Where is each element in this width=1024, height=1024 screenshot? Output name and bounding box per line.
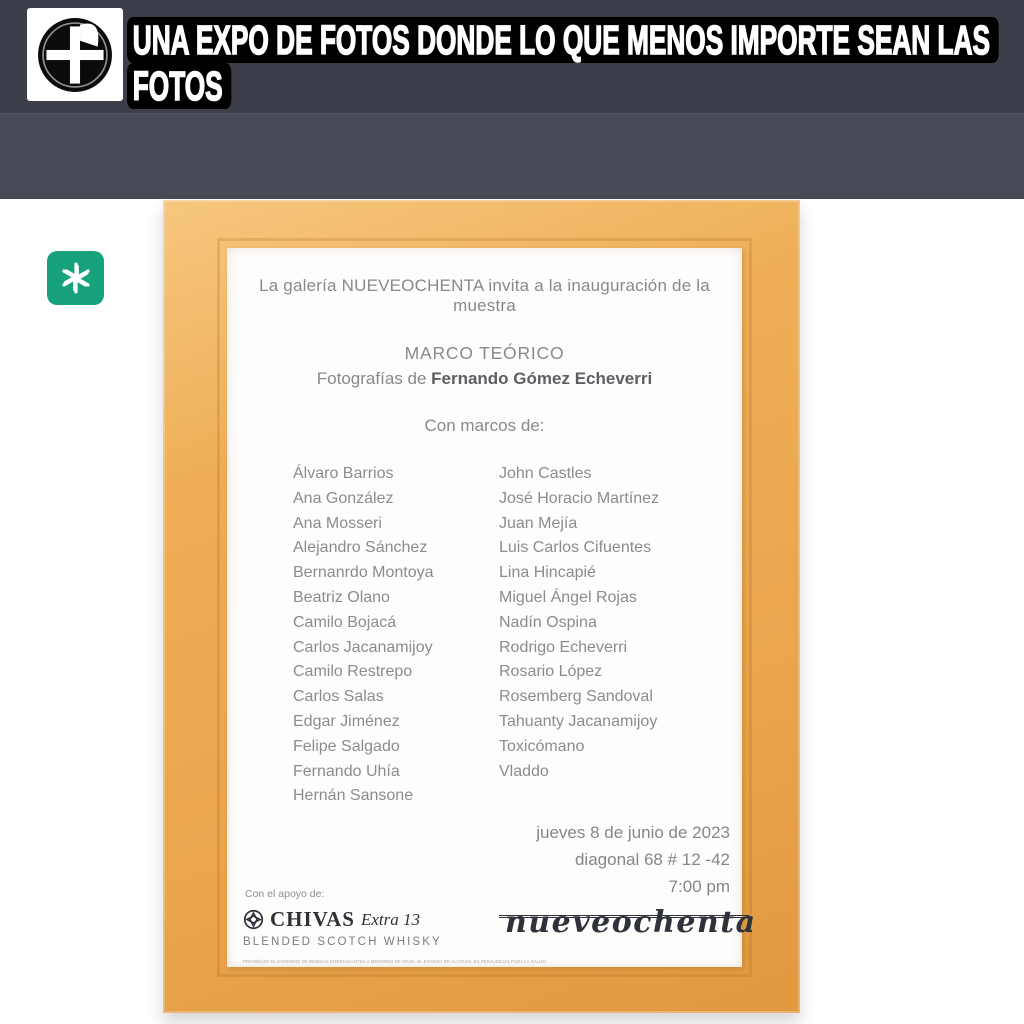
event-time: 7:00 pm (668, 877, 730, 896)
artist-column-right (499, 462, 659, 809)
support-label: Con el apoyo de: (245, 888, 325, 900)
artist-name: Toxicómano (499, 737, 585, 755)
artist-name: Álvaro Barrios (293, 465, 394, 482)
gallery-signature-text: nueveochenta (505, 905, 757, 940)
artist-name: Camilo Bojacá (293, 613, 397, 631)
artist-name: Hernán Sansone (293, 787, 414, 805)
show-subtitle (227, 369, 742, 389)
openai-knot-icon (57, 259, 95, 297)
legal-fine-print: PROHÍBASE EL EXPENDIO DE BEBIDAS EMBRIAGANTES A MENORES DE EDAD. EL EXCESO DE ALCOHOL ES PERJUDICIAL PARA LA SALUD. (243, 959, 547, 964)
photographer-name: Fernando Gómez Echeverri (431, 369, 653, 388)
artist-name: Felipe Salgado (293, 737, 400, 755)
artist-name: Beatriz Olano (293, 588, 390, 606)
artist-name: Rosemberg Sandoval (499, 688, 653, 706)
headline-text-2: FOTOS (127, 63, 232, 109)
artist-name: Camilo Restrepo (293, 663, 413, 681)
event-details (536, 819, 730, 900)
gallery-signature-logo (503, 903, 757, 947)
artist-name: Vladdo (499, 762, 549, 780)
meme-page-logo (27, 8, 123, 101)
event-date: jueves 8 de junio de 2023 (536, 823, 730, 842)
artist-name: Nadín Ospina (499, 613, 597, 631)
sponsor-row (243, 907, 442, 932)
artist-name: Edgar Jiménez (293, 712, 400, 730)
wooden-picture-frame (163, 200, 800, 1013)
artist-name: José Horacio Martínez (499, 489, 660, 507)
player-bar (0, 113, 1024, 199)
section-label: Con marcos de: (424, 416, 545, 435)
invitation-intro: La galería NUEVEOCHENTA invita a la inauguración de la muestra (259, 276, 710, 315)
subtitle-prefix: Fotografías de (316, 369, 432, 388)
artist-name: Rosario López (499, 663, 603, 681)
artist-name: Bernanrdo Montoya (293, 564, 434, 582)
artist-columns (293, 462, 659, 809)
event-address: diagonal 68 # 12 -42 (574, 850, 730, 869)
headline-line-2 (127, 63, 1024, 109)
sponsor-block (243, 907, 442, 948)
artist-name: John Castles (499, 465, 592, 482)
artist-name: Carlos Jacanamijoy (293, 638, 433, 656)
sponsor-brand: CHIVAS (270, 907, 355, 931)
sponsor-tagline: BLENDED SCOTCH WHISKY (243, 936, 442, 948)
plus-flag-icon (33, 13, 117, 97)
headline-line-1 (127, 17, 1024, 63)
sponsor-variant: Extra 13 (360, 909, 421, 929)
artist-name: Juan Mejía (499, 514, 578, 532)
invitation-paper (227, 248, 757, 967)
meme-headline (127, 17, 1024, 109)
artist-name: Fernando Uhía (293, 762, 400, 780)
artist-name: Carlos Salas (293, 688, 384, 706)
top-bar (0, 0, 1024, 113)
chivas-emblem-icon (243, 909, 264, 930)
artist-name: Rodrigo Echeverri (499, 638, 628, 656)
artist-name: Luis Carlos Cifuentes (499, 539, 652, 557)
show-title: MARCO TEÓRICO (404, 343, 565, 363)
artist-name: Miguel Ángel Rojas (499, 588, 637, 606)
headline-text-1: UNA EXPO DE FOTOS DONDE LO QUE MENOS IMPORTE SEAN LAS (127, 17, 999, 63)
artist-name: Tahuanty Jacanamijoy (499, 712, 658, 730)
artist-name: Alejandro Sánchez (293, 539, 428, 557)
artist-name: Ana González (293, 489, 394, 507)
artist-column-left (293, 462, 499, 809)
artist-name: Ana Mosseri (293, 514, 382, 532)
artist-name: Lina Hincapié (499, 564, 596, 582)
chatgpt-icon[interactable] (47, 251, 104, 305)
